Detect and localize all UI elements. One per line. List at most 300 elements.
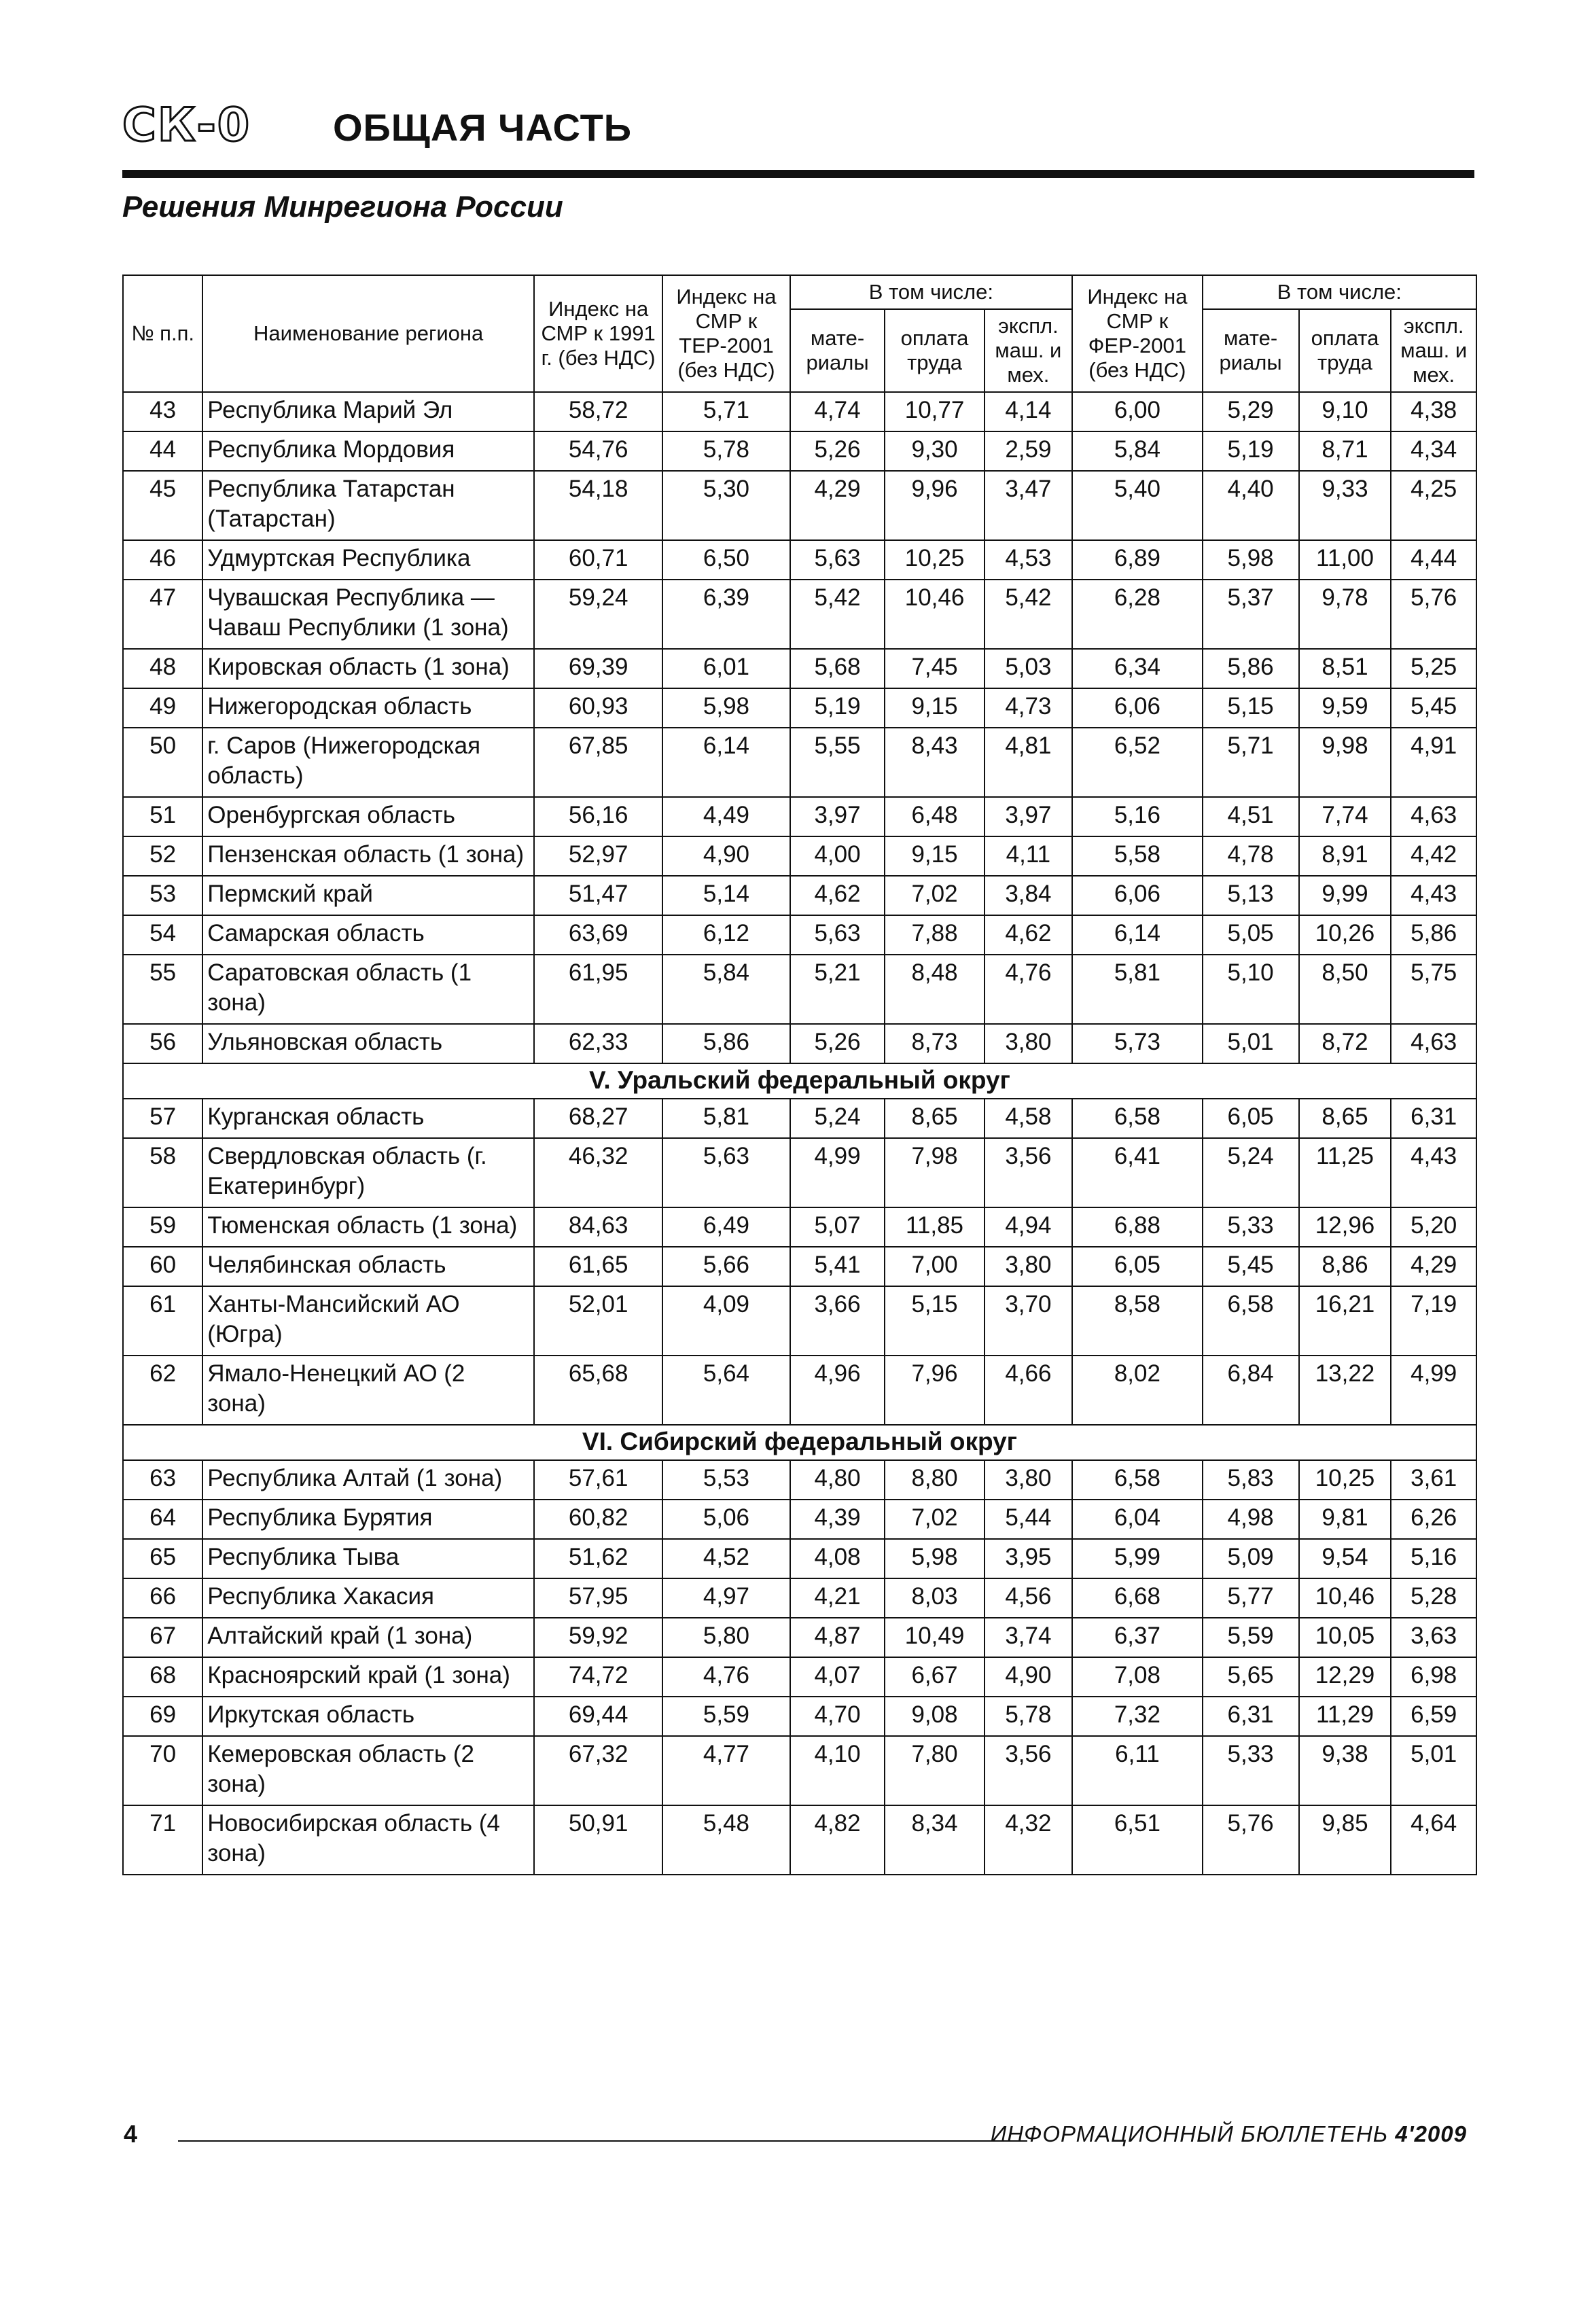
index-value: 5,15	[885, 1286, 984, 1356]
row-number: 65	[123, 1539, 202, 1578]
region-name: Чувашская Республика — Чаваш Республики (1 зона)	[202, 580, 534, 649]
index-value: 5,80	[662, 1618, 790, 1657]
table-row	[123, 1657, 1476, 1697]
index-value: 5,55	[790, 728, 885, 797]
region-name: Республика Алтай (1 зона)	[202, 1460, 534, 1500]
region-name: Оренбургская область	[202, 797, 534, 836]
ural-rows	[123, 1099, 1476, 1425]
index-value: 9,78	[1299, 580, 1391, 649]
table-row	[123, 1500, 1476, 1539]
index-value: 10,46	[885, 580, 984, 649]
index-value: 51,47	[534, 876, 662, 915]
ural-district	[123, 1063, 1476, 1099]
index-value: 4,40	[1203, 471, 1299, 540]
index-value: 59,92	[534, 1618, 662, 1657]
region-name: Нижегородская область	[202, 688, 534, 728]
district-header-row	[123, 1425, 1476, 1460]
table-row	[123, 580, 1476, 649]
index-value: 6,58	[1203, 1286, 1299, 1356]
index-value: 6,58	[1072, 1099, 1202, 1138]
index-value: 6,39	[662, 580, 790, 649]
index-value: 5,84	[1072, 431, 1202, 471]
index-value: 8,91	[1299, 836, 1391, 876]
index-value: 68,27	[534, 1099, 662, 1138]
index-value: 63,69	[534, 915, 662, 955]
index-value: 4,00	[790, 836, 885, 876]
index-value: 12,29	[1299, 1657, 1391, 1697]
region-name: Алтайский край (1 зона)	[202, 1618, 534, 1657]
index-value: 4,21	[790, 1578, 885, 1618]
table-row	[123, 471, 1476, 540]
index-value: 4,44	[1391, 540, 1476, 580]
index-value: 6,89	[1072, 540, 1202, 580]
header-labor: оплата труда	[885, 309, 984, 392]
index-value: 3,97	[985, 797, 1073, 836]
index-value: 9,54	[1299, 1539, 1391, 1578]
index-value: 5,71	[1203, 728, 1299, 797]
index-value: 59,24	[534, 580, 662, 649]
index-value: 5,59	[1203, 1618, 1299, 1657]
index-value: 4,76	[662, 1657, 790, 1697]
index-value: 5,30	[662, 471, 790, 540]
index-value: 8,71	[1299, 431, 1391, 471]
section-title: ОБЩАЯ ЧАСТЬ	[333, 106, 633, 149]
row-number: 61	[123, 1286, 202, 1356]
index-value: 9,38	[1299, 1736, 1391, 1805]
index-value: 7,00	[885, 1247, 984, 1286]
district-title: V. Уральский федеральный округ	[123, 1063, 1476, 1099]
table-row	[123, 955, 1476, 1024]
index-value: 4,39	[790, 1500, 885, 1539]
row-number: 53	[123, 876, 202, 915]
index-value: 8,48	[885, 955, 984, 1024]
index-value: 10,46	[1299, 1578, 1391, 1618]
index-value: 10,26	[1299, 915, 1391, 955]
row-number: 43	[123, 392, 202, 431]
index-value: 6,06	[1072, 876, 1202, 915]
index-value: 6,14	[1072, 915, 1202, 955]
index-value: 5,99	[1072, 1539, 1202, 1578]
row-number: 49	[123, 688, 202, 728]
index-value: 6,50	[662, 540, 790, 580]
index-value: 4,91	[1391, 728, 1476, 797]
header-index-fer-2001: Индекс на СМР к ФЕР-2001 (без НДС)	[1072, 275, 1202, 392]
region-name: Ульяновская область	[202, 1024, 534, 1063]
region-name: Ханты-Мансийский АО (Югра)	[202, 1286, 534, 1356]
siberia-rows	[123, 1460, 1476, 1875]
index-value: 5,76	[1391, 580, 1476, 649]
row-number: 46	[123, 540, 202, 580]
index-value: 3,80	[985, 1024, 1073, 1063]
table-row	[123, 431, 1476, 471]
index-value: 4,66	[985, 1356, 1073, 1425]
index-value: 5,65	[1203, 1657, 1299, 1697]
index-value: 4,99	[1391, 1356, 1476, 1425]
index-value: 10,77	[885, 392, 984, 431]
index-value: 8,86	[1299, 1247, 1391, 1286]
header-labor: оплата труда	[1299, 309, 1391, 392]
index-value: 5,42	[985, 580, 1073, 649]
page-number: 4	[124, 2120, 138, 2148]
index-value: 8,73	[885, 1024, 984, 1063]
index-value: 7,98	[885, 1138, 984, 1207]
index-value: 7,88	[885, 915, 984, 955]
index-value: 4,74	[790, 392, 885, 431]
index-value: 5,01	[1391, 1736, 1476, 1805]
index-value: 4,43	[1391, 876, 1476, 915]
index-value: 9,99	[1299, 876, 1391, 915]
index-value: 4,63	[1391, 1024, 1476, 1063]
index-value: 10,05	[1299, 1618, 1391, 1657]
index-value: 6,31	[1391, 1099, 1476, 1138]
index-value: 4,32	[985, 1805, 1073, 1875]
table-row	[123, 1286, 1476, 1356]
row-number: 47	[123, 580, 202, 649]
index-value: 7,02	[885, 1500, 984, 1539]
index-value: 5,86	[1391, 915, 1476, 955]
index-value: 5,58	[1072, 836, 1202, 876]
index-value: 4,34	[1391, 431, 1476, 471]
footer-publication	[991, 2121, 1467, 2147]
table-row	[123, 392, 1476, 431]
index-value: 6,04	[1072, 1500, 1202, 1539]
index-value: 4,80	[790, 1460, 885, 1500]
index-value: 8,80	[885, 1460, 984, 1500]
index-value: 4,73	[985, 688, 1073, 728]
index-value: 6,01	[662, 649, 790, 688]
index-value: 4,14	[985, 392, 1073, 431]
row-number: 60	[123, 1247, 202, 1286]
index-value: 5,05	[1203, 915, 1299, 955]
section-logo	[122, 99, 251, 152]
region-name: Тюменская область (1 зона)	[202, 1207, 534, 1247]
index-value: 11,00	[1299, 540, 1391, 580]
index-value: 4,51	[1203, 797, 1299, 836]
index-value: 4,77	[662, 1736, 790, 1805]
index-value: 67,85	[534, 728, 662, 797]
index-value: 5,48	[662, 1805, 790, 1875]
row-number: 57	[123, 1099, 202, 1138]
index-value: 56,16	[534, 797, 662, 836]
table-row	[123, 540, 1476, 580]
index-value: 7,96	[885, 1356, 984, 1425]
row-number: 56	[123, 1024, 202, 1063]
index-value: 11,25	[1299, 1138, 1391, 1207]
index-value: 4,87	[790, 1618, 885, 1657]
index-value: 5,21	[790, 955, 885, 1024]
index-value: 65,68	[534, 1356, 662, 1425]
publication-issue: 4'2009	[1395, 2121, 1467, 2146]
index-value: 5,83	[1203, 1460, 1299, 1500]
row-number: 54	[123, 915, 202, 955]
index-value: 54,18	[534, 471, 662, 540]
region-name: Саратовская область (1 зона)	[202, 955, 534, 1024]
index-value: 9,15	[885, 688, 984, 728]
index-value: 7,32	[1072, 1697, 1202, 1736]
index-value: 5,26	[790, 1024, 885, 1063]
index-value: 3,95	[985, 1539, 1073, 1578]
index-value: 4,62	[985, 915, 1073, 955]
index-value: 4,97	[662, 1578, 790, 1618]
index-value: 5,33	[1203, 1736, 1299, 1805]
index-value: 7,80	[885, 1736, 984, 1805]
index-value: 9,30	[885, 431, 984, 471]
index-value: 4,99	[790, 1138, 885, 1207]
index-value: 4,96	[790, 1356, 885, 1425]
index-value: 62,33	[534, 1024, 662, 1063]
index-value: 9,59	[1299, 688, 1391, 728]
row-number: 68	[123, 1657, 202, 1697]
index-value: 4,42	[1391, 836, 1476, 876]
table-row	[123, 1460, 1476, 1500]
row-number: 58	[123, 1138, 202, 1207]
table-row	[123, 876, 1476, 915]
index-value: 5,24	[1203, 1138, 1299, 1207]
index-value: 58,72	[534, 392, 662, 431]
index-value: 4,38	[1391, 392, 1476, 431]
table-row	[123, 728, 1476, 797]
row-number: 51	[123, 797, 202, 836]
index-value: 5,66	[662, 1247, 790, 1286]
volga-rows	[123, 392, 1476, 1063]
region-name: Красноярский край (1 зона)	[202, 1657, 534, 1697]
index-value: 57,95	[534, 1578, 662, 1618]
region-name: Пермский край	[202, 876, 534, 915]
index-value: 6,84	[1203, 1356, 1299, 1425]
row-number: 55	[123, 955, 202, 1024]
index-value: 12,96	[1299, 1207, 1391, 1247]
index-value: 8,03	[885, 1578, 984, 1618]
index-value: 4,11	[985, 836, 1073, 876]
header-including-ter: В том числе:	[790, 275, 1073, 309]
index-value: 6,12	[662, 915, 790, 955]
index-value: 5,45	[1203, 1247, 1299, 1286]
index-value: 8,51	[1299, 649, 1391, 688]
region-name: Республика Хакасия	[202, 1578, 534, 1618]
index-value: 3,56	[985, 1736, 1073, 1805]
index-value: 6,98	[1391, 1657, 1476, 1697]
header-materials: мате-риалы	[790, 309, 885, 392]
index-value: 5,77	[1203, 1578, 1299, 1618]
header-index-smr-1991: Индекс на СМР к 1991 г. (без НДС)	[534, 275, 662, 392]
row-number: 63	[123, 1460, 202, 1500]
index-value: 60,71	[534, 540, 662, 580]
region-name: Республика Марий Эл	[202, 392, 534, 431]
index-value: 4,56	[985, 1578, 1073, 1618]
logo-text: СК-0	[122, 99, 251, 152]
index-value: 5,81	[662, 1099, 790, 1138]
index-value: 60,93	[534, 688, 662, 728]
index-value: 7,19	[1391, 1286, 1476, 1356]
region-name: Новосибирская область (4 зона)	[202, 1805, 534, 1875]
index-value: 5,24	[790, 1099, 885, 1138]
index-value: 5,84	[662, 955, 790, 1024]
region-name: Ямало-Ненецкий АО (2 зона)	[202, 1356, 534, 1425]
index-value: 5,16	[1391, 1539, 1476, 1578]
index-value: 6,26	[1391, 1500, 1476, 1539]
index-value: 5,20	[1391, 1207, 1476, 1247]
index-value: 5,37	[1203, 580, 1299, 649]
row-number: 67	[123, 1618, 202, 1657]
index-value: 6,28	[1072, 580, 1202, 649]
index-value: 4,08	[790, 1539, 885, 1578]
index-value: 4,07	[790, 1657, 885, 1697]
index-value: 5,15	[1203, 688, 1299, 728]
index-value: 4,29	[790, 471, 885, 540]
index-value: 5,19	[1203, 431, 1299, 471]
index-value: 4,09	[662, 1286, 790, 1356]
index-value: 5,16	[1072, 797, 1202, 836]
table-row	[123, 1618, 1476, 1657]
index-value: 6,67	[885, 1657, 984, 1697]
row-number: 62	[123, 1356, 202, 1425]
index-value: 4,94	[985, 1207, 1073, 1247]
index-value: 5,40	[1072, 471, 1202, 540]
index-value: 5,45	[1391, 688, 1476, 728]
index-value: 5,14	[662, 876, 790, 915]
table-row	[123, 797, 1476, 836]
index-value: 5,78	[985, 1697, 1073, 1736]
index-value: 6,31	[1203, 1697, 1299, 1736]
index-value: 7,45	[885, 649, 984, 688]
table-row	[123, 688, 1476, 728]
table-row	[123, 1207, 1476, 1247]
header-including-fer: В том числе:	[1203, 275, 1476, 309]
index-value: 6,68	[1072, 1578, 1202, 1618]
index-value: 4,25	[1391, 471, 1476, 540]
index-value: 60,82	[534, 1500, 662, 1539]
row-number: 66	[123, 1578, 202, 1618]
index-value: 4,78	[1203, 836, 1299, 876]
index-value: 3,61	[1391, 1460, 1476, 1500]
region-name: Республика Тыва	[202, 1539, 534, 1578]
index-value: 5,63	[662, 1138, 790, 1207]
index-value: 5,63	[790, 915, 885, 955]
index-value: 8,34	[885, 1805, 984, 1875]
table-row	[123, 1736, 1476, 1805]
index-value: 7,08	[1072, 1657, 1202, 1697]
index-value: 4,82	[790, 1805, 885, 1875]
index-value: 5,26	[790, 431, 885, 471]
index-value: 6,34	[1072, 649, 1202, 688]
index-value: 9,96	[885, 471, 984, 540]
index-value: 6,58	[1072, 1460, 1202, 1500]
index-value: 5,10	[1203, 955, 1299, 1024]
index-value: 5,44	[985, 1500, 1073, 1539]
index-value: 4,76	[985, 955, 1073, 1024]
index-value: 6,11	[1072, 1736, 1202, 1805]
region-name: Республика Бурятия	[202, 1500, 534, 1539]
index-value: 6,52	[1072, 728, 1202, 797]
index-value: 4,29	[1391, 1247, 1476, 1286]
table-row	[123, 1247, 1476, 1286]
index-value: 52,01	[534, 1286, 662, 1356]
index-value: 3,70	[985, 1286, 1073, 1356]
index-value: 8,65	[1299, 1099, 1391, 1138]
index-value: 61,95	[534, 955, 662, 1024]
index-value: 3,63	[1391, 1618, 1476, 1657]
siberia-district	[123, 1425, 1476, 1460]
table-row	[123, 836, 1476, 876]
region-name: Пензенская область (1 зона)	[202, 836, 534, 876]
index-value: 46,32	[534, 1138, 662, 1207]
index-value: 11,85	[885, 1207, 984, 1247]
index-value: 4,90	[662, 836, 790, 876]
index-value: 9,81	[1299, 1500, 1391, 1539]
index-value: 3,80	[985, 1460, 1073, 1500]
index-value: 6,06	[1072, 688, 1202, 728]
index-value: 5,98	[1203, 540, 1299, 580]
table-row	[123, 1024, 1476, 1063]
publication-name: ИНФОРМАЦИОННЫЙ БЮЛЛЕТЕНЬ	[990, 2121, 1389, 2146]
table-row	[123, 1539, 1476, 1578]
index-value: 4,70	[790, 1697, 885, 1736]
index-value: 5,28	[1391, 1578, 1476, 1618]
index-value: 50,91	[534, 1805, 662, 1875]
index-value: 5,33	[1203, 1207, 1299, 1247]
index-value: 10,49	[885, 1618, 984, 1657]
index-value: 9,98	[1299, 728, 1391, 797]
index-value: 61,65	[534, 1247, 662, 1286]
index-value: 5,01	[1203, 1024, 1299, 1063]
index-value: 52,97	[534, 836, 662, 876]
region-index-table	[122, 275, 1477, 1875]
index-value: 5,81	[1072, 955, 1202, 1024]
region-name: Свердловская область (г. Екатеринбург)	[202, 1138, 534, 1207]
index-value: 5,64	[662, 1356, 790, 1425]
index-value: 84,63	[534, 1207, 662, 1247]
index-value: 11,29	[1299, 1697, 1391, 1736]
table-row	[123, 1578, 1476, 1618]
index-value: 3,97	[790, 797, 885, 836]
index-value: 6,49	[662, 1207, 790, 1247]
index-value: 4,52	[662, 1539, 790, 1578]
index-value: 8,02	[1072, 1356, 1202, 1425]
row-number: 45	[123, 471, 202, 540]
table-row	[123, 1099, 1476, 1138]
index-value: 8,72	[1299, 1024, 1391, 1063]
table-row	[123, 1356, 1476, 1425]
index-value: 5,76	[1203, 1805, 1299, 1875]
index-value: 2,59	[985, 431, 1073, 471]
header-machines: экспл. маш. и мех.	[1391, 309, 1476, 392]
table-row	[123, 915, 1476, 955]
index-value: 3,74	[985, 1618, 1073, 1657]
region-name: Самарская область	[202, 915, 534, 955]
index-value: 69,44	[534, 1697, 662, 1736]
index-value: 16,21	[1299, 1286, 1391, 1356]
index-value: 5,03	[985, 649, 1073, 688]
region-name: Республика Татарстан (Татарстан)	[202, 471, 534, 540]
index-value: 8,50	[1299, 955, 1391, 1024]
index-value: 4,10	[790, 1736, 885, 1805]
index-value: 6,14	[662, 728, 790, 797]
region-name: Курганская область	[202, 1099, 534, 1138]
index-value: 5,41	[790, 1247, 885, 1286]
index-value: 57,61	[534, 1460, 662, 1500]
footer-rule	[178, 2140, 1027, 2142]
index-value: 5,06	[662, 1500, 790, 1539]
index-value: 5,13	[1203, 876, 1299, 915]
page-subtitle: Решения Минрегиона России	[122, 190, 563, 224]
index-value: 3,56	[985, 1138, 1073, 1207]
index-value: 9,85	[1299, 1805, 1391, 1875]
index-value: 3,84	[985, 876, 1073, 915]
index-value: 3,80	[985, 1247, 1073, 1286]
index-value: 4,64	[1391, 1805, 1476, 1875]
table-row	[123, 1138, 1476, 1207]
header-machines: экспл. маш. и мех.	[985, 309, 1073, 392]
